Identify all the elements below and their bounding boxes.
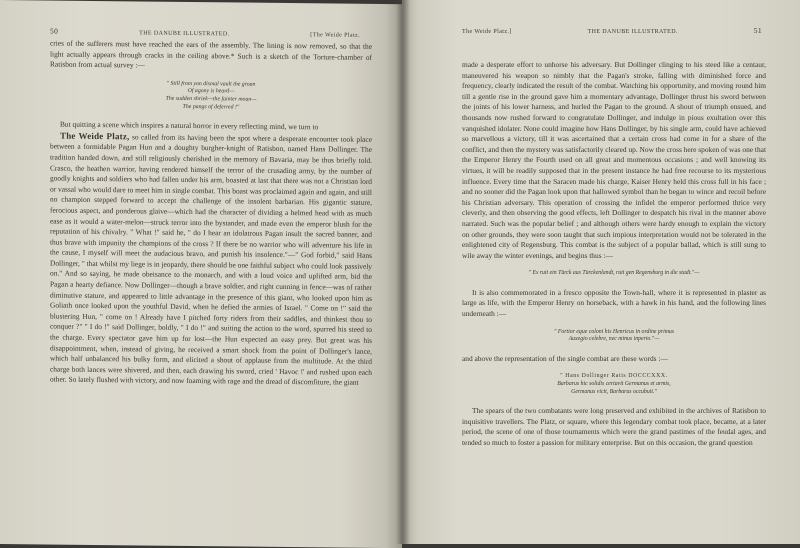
right-page-header: [462, 26, 762, 35]
right-page: [402, 0, 800, 544]
running-section: [The Weide Platz.: [310, 32, 360, 39]
verse-line: Auxegio celebre, nec minus inperio."—: [568, 336, 660, 343]
paragraph: made a desperate effort to unhorse his adversary. But Dollinger clinging to his steed like a centaur, maneuvered his weapon so nimbly that the Pagan's stroke, falling with diminished force and frequency, clearly indicated the result of the combat. Watching his opportunity, and moving round him till a gentle rise in the ground gave him a momentary advantage, Dollinger thrust his sword between the joints of his lower harness, and hurled the Pagan to the ground. A shout of triumph ensued, and thousands now rushed forward to congratulate Dollinger, and indulge in pious exultation over this vanquished idolater. None could imagine how Hans Dollinger, by his single arm, could have achieved so marvellous a victory, till it was ascertained that a certain cross had come in for a share of the conflict, and then the mystery was satisfactorily cleared up. Now the cross here spoken of was one that the Emperor Henry the Fourth used on all great and momentous occasions ; and well knowing its virtues, it will be readily supposed that in the present instance he had free recourse to its mysterious influence. Every time that the Saracen made his charge, Kaiser Henry held this cross full in his face ; and no sooner did the Pagan look upon that hallowed symbol than he began to wince and recoil before his Christian adversary. This operation of crossing the infidel the emperor performed thrice very cleverly, and then observing the good effects, left Dollinger to despatch his rival in the manner above narrated. Such was the popular belief ; and although others were hardy enough to explain the victory on other grounds, they were soon taught that such impious interpretation would not be tolerated in the enlightened city of Regensburg. This combat is the subject of a popular ballad, which is still sung to wile away the winter evenings, and begins thus :—: [462, 60, 766, 260]
running-title: THE DANUBE ILLUSTRATED.: [139, 30, 230, 38]
verse-line: Germanus vicit, Barbarus occubuit.": [571, 388, 657, 395]
left-text-column: [50, 39, 372, 389]
verse-line: " Es ruit ein Türck aus Türckenlandt, ruit gen Regensburg in die stadt."—: [528, 270, 700, 277]
verse-quote: [50, 79, 372, 113]
verse-line: " Hans Dollinger Ratis DOCCCXXX.: [560, 373, 668, 380]
page-number: 51: [753, 26, 762, 35]
paragraph-text: so called from its having been the spot where a desperate encounter took place between a formidable Pagan Hun and a doughty burgher-knight of Ratisbon, named Hans Dollinger. The tradition handed down, and still religiously cherished in the memory of Bavaria, may be thus briefly told. Crasco, the heathen warrior, having rendered himself the terror of the crusading army, by the number of goodly knights and soldiers who had fallen under his arm, boasted at last that there was not a Christian lord or vassal who would dare to meet him in single combat. This boast was proclaimed again and again, and still no champion stepped forward to accept the challenge of the insolent barbarian. His gigantic stature, ferocious aspect, and ponderous glaive—which had the character of dividing a helmed head with as much ease as it would a water-melon—struck terror into the bystander, and made even the emperor blush for the reputation of his chivalry. " What !" said he, " do I hear an idolatrous Pagan insult the sacred banner, and thus brave with impunity the champions of the cross ? If there be no warrior who will adventure his life in the cause, I myself will meet the audacious bravo, and punish his insolence."—" God forbid," said Hans Dollinger, " that whilst my liege is in jeopardy, there should be one faithful subject who could look passively on." And so saying, he made obeisance to the monarch, and with a loud voice and uplifted arm, bid the Pagan a hearty defiance. Now Dollinger—though a brave soldier, and right cunning in fence—was of rather diminutive stature, and appeared to little advantage in the presence of this giant, who looked upon him as Goliath once looked upon the youthful David, when he defied the armies of Israel. " Come on !" said the blustering Hun, " come on ! Already have I pitched forty riders from their saddles, and thinkest thou to conquer ?" " I do !" said Dollinger, boldly, " I do !" and suiting the action to the word, spurred his steed to the charge. Every spectator gave him up for lost—the Hun expected an easy prey. But great was his disappointment, when, instead of giving, he received a smart shock from the point of Dollinger's lance, which half unbalanced his bulky form, and elicited a shout of applause from the multitude. At the third charge both lances were shivered, and then, each drawing his sword, cried ' Havoc !' and rushed upon each other. So lately flushed with victory, and now foaming with rage and the dread of discomfiture, the giant: [50, 132, 372, 388]
verse-line: The pangs of deferred !": [182, 103, 240, 111]
verse-line: Barbarus hic solidis certavit Germanus et armis,: [557, 381, 671, 388]
combat-inscription: [462, 373, 766, 396]
section-paragraph: [50, 130, 372, 389]
right-text-column: [462, 60, 766, 449]
verse-line: " Still from yon dismal vault the groan: [166, 80, 256, 88]
section-heading: The Weide Platz,: [60, 130, 130, 142]
ballad-quote: [462, 270, 766, 278]
paragraph: It is also commemorated in a fresco opposite the Town-hall, where it is represented in plaster as large as life, with the Emperor Henry on horseback, with a hawk in his hand, and the following lines underneath :—: [462, 287, 766, 319]
verse-line: The sudden shriek—the fainter moan—: [165, 95, 257, 103]
paragraph: But quitting a scene which inspires a natural horror in every reflecting mind, we turn to: [60, 119, 319, 132]
left-page-header: [50, 27, 360, 39]
paragraph: cries of the sufferers must have reached the ears of the assembly. The lining is now removed, so that the light actually appears through cracks in the ceiling above.* Such is a sketch of the Torture-chamber of Ratisbon from actual survey :—: [50, 38, 372, 70]
verse-line: " Fortior eque coloni his Henricus in ordine primus: [553, 328, 675, 335]
verse-line: Of agony is heard—: [187, 88, 235, 95]
running-title: THE DANUBE ILLUSTRATED.: [587, 29, 678, 35]
running-section: The Weide Platz.]: [462, 29, 512, 35]
book-gutter: [396, 0, 410, 544]
paragraph: The spears of the two combatants were long preserved and exhibited in the archives of Ratisbon to inquisitive travellers. The Platz, or square, where this legendary combat took place, became, at a later period, the scene of one of those tournaments which were the grand pastimes of the feudal ages, and tended so much to foster a passion for military enterprise. But on this occasion, the grand question: [462, 406, 766, 447]
paragraph: and above the representation of the single combat are these words :—: [462, 353, 668, 363]
page-number: 50: [50, 26, 59, 36]
fresco-inscription: [462, 329, 766, 344]
